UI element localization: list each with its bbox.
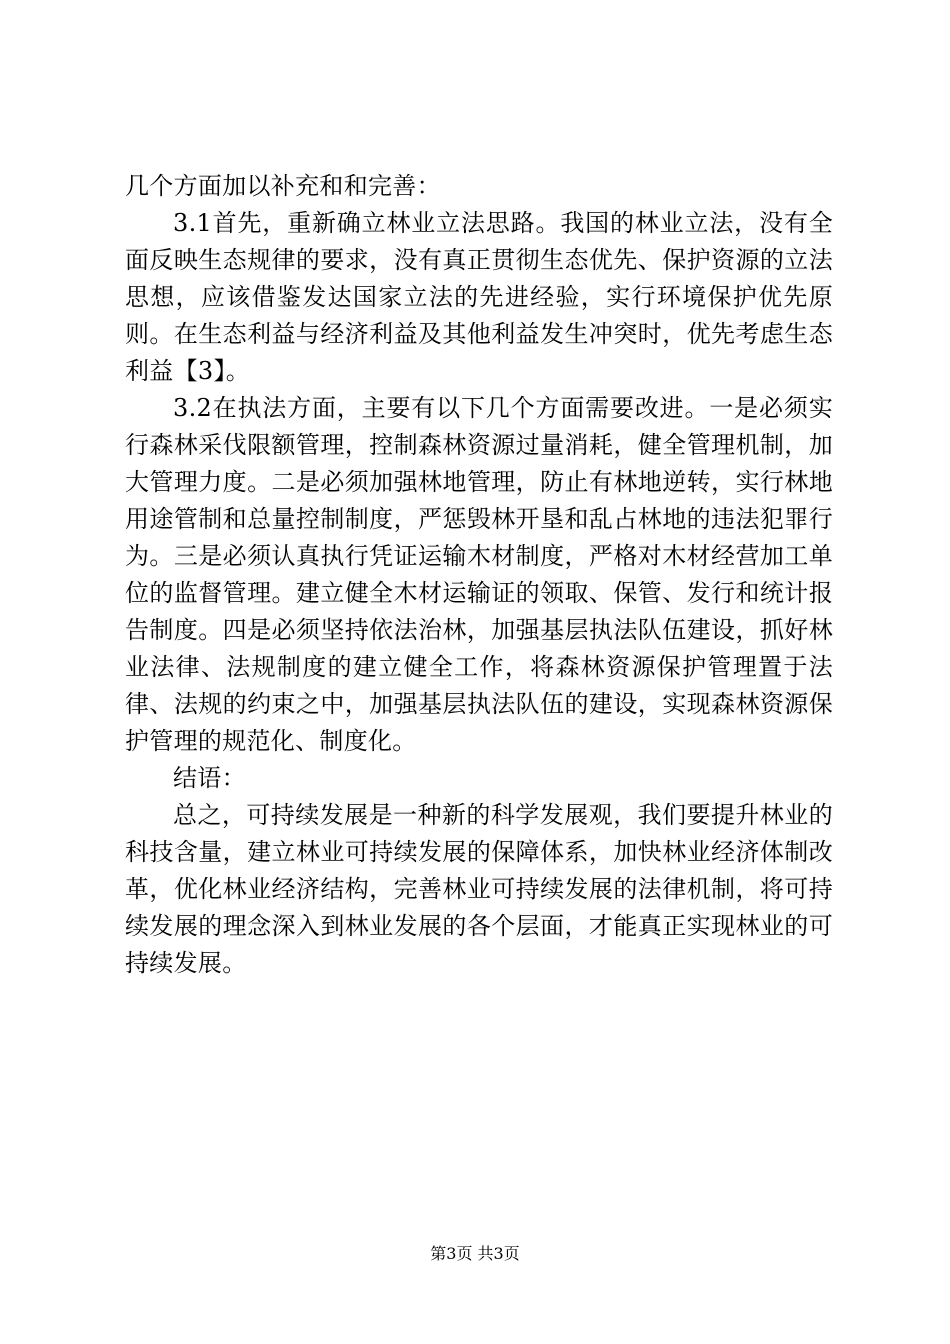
document-body [125, 168, 833, 982]
paragraph-section-3-2: 3.2在执法方面，主要有以下几个方面需要改进。一是必须实行森林采伐限额管理，控制森林资源过量消耗，健全管理机制，加大管理力度。二是必须加强林地管理，防止有林地逆转，实行林地用途管制和总量控制制度，严惩毁林开垦和乱占林地的违法犯罪行为。三是必须认真执行凭证运输木材制度，严格对木材经营加工单位的监督管理。建立健全木材运输证的领取、保管、发行和统计报告制度。四是必须坚持依法治林，加强基层执法队伍建设，抓好林业法律、法规制度的建立健全工作，将森林资源保护管理置于法律、法规的约束之中，加强基层执法队伍的建设，实现森林资源保护管理的规范化、制度化。 [125, 394, 833, 755]
page-footer [0, 1243, 950, 1265]
paragraph-section-3-1: 3.1首先，重新确立林业立法思路。我国的林业立法，没有全面反映生态规律的要求，没有真正贯彻生态优先、保护资源的立法思想，应该借鉴发达国家立法的先进经验，实行环境保护优先原则。在生态利益与经济利益及其他利益发生冲突时，优先考虑生态利益【3】。 [125, 209, 833, 385]
paragraph-intro-continuation: 几个方面加以补充和和完善： [125, 172, 441, 200]
conclusion-heading: 结语： [173, 764, 246, 792]
paragraph-conclusion: 总之，可持续发展是一种新的科学发展观，我们要提升林业的科技含量，建立林业可持续发展的保障体系，加快林业经济体制改革，优化林业经济结构，完善林业可持续发展的法律机制，将可持续发展的理念深入到林业发展的各个层面，才能真正实现林业的可持续发展。 [125, 801, 833, 977]
page-number: 第3页 共3页 [430, 1244, 520, 1263]
